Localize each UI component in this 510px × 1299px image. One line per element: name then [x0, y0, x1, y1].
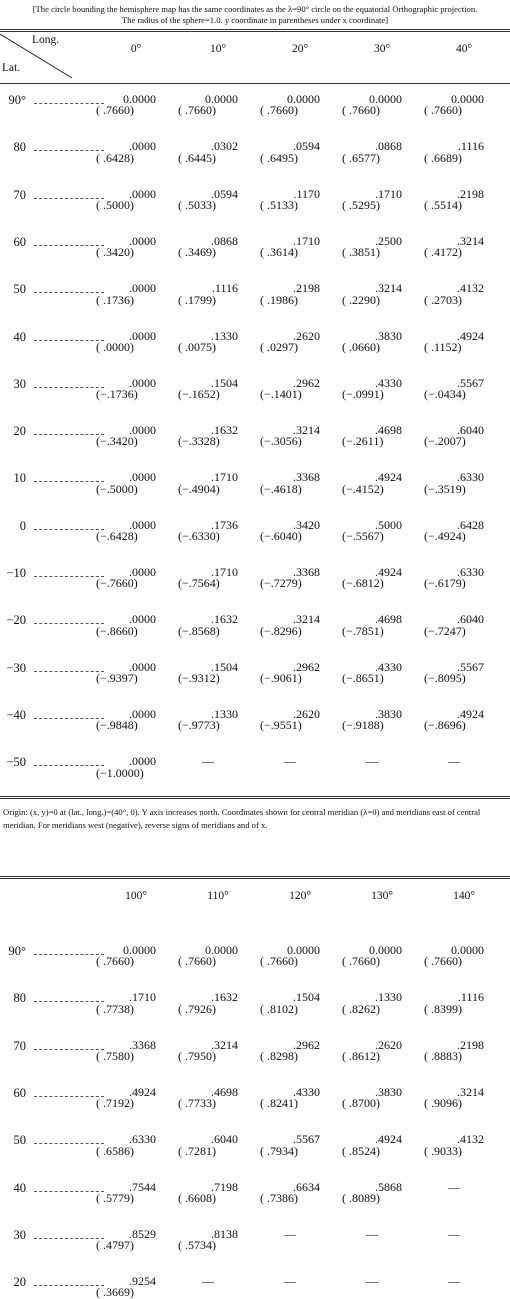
table1-y-value: (−.5567)	[342, 529, 384, 543]
table1-y-value: (−.7851)	[342, 623, 384, 638]
table1-y-value: (−.4924)	[424, 529, 466, 543]
table1-y-value: ( .7660)	[178, 103, 216, 118]
table2-x-value: —	[366, 1274, 378, 1289]
table2-y-value: ( .9033)	[424, 1143, 462, 1158]
table1-x-value: .1330	[211, 328, 238, 343]
table2-x-value: 0.0000	[287, 943, 320, 957]
table1-x-value: .4698	[375, 612, 402, 627]
table2-leader	[34, 1285, 104, 1286]
table2-col-header: 110°	[207, 890, 229, 902]
table2-x-value: .4924	[129, 1084, 156, 1099]
table1-x-value: .3830	[375, 706, 402, 721]
table1-x-value: .3214	[293, 612, 320, 627]
table1-x-value: .1710	[293, 233, 320, 248]
table2-leader	[34, 1049, 104, 1050]
table-caption	[0, 4, 510, 26]
table1-bottom-rule	[0, 796, 510, 799]
table1-x-value: .3368	[293, 565, 320, 579]
table1-col-header: 10°	[209, 43, 227, 55]
table1-x-value: .3214	[457, 233, 484, 248]
table1-x-value: .1170	[293, 186, 320, 201]
table1-lat-label: −10	[6, 566, 26, 580]
table1-leader	[34, 623, 104, 624]
table1-y-value: (−.8660)	[96, 623, 138, 638]
table1-y-value: (−.1652)	[178, 387, 220, 402]
table2-x-value: .1710	[129, 990, 156, 1005]
table1-y-value: ( .0660)	[342, 339, 380, 354]
table2-x-value: .7198	[211, 1179, 238, 1194]
table2-x-value: .4698	[211, 1084, 238, 1099]
table2-x-value: —	[284, 1226, 296, 1241]
table1-y-value: (−.6179)	[424, 576, 466, 591]
table1-y-value: ( .3469)	[178, 245, 216, 260]
table2-y-value: ( .8241)	[260, 1096, 298, 1111]
table2-lat-label: 50	[13, 1133, 26, 1148]
table1-y-value: (−.0434)	[424, 387, 466, 402]
table1-x-value: .6040	[457, 423, 484, 438]
table2-y-value: ( .8883)	[424, 1048, 462, 1063]
table1-lat-label: 30	[13, 376, 26, 391]
table1-y-value: (−.7564)	[178, 576, 220, 591]
table1-x-value: .6040	[457, 612, 484, 627]
table2-y-value: ( .7580)	[96, 1048, 134, 1063]
table1-y-value: ( .6689)	[424, 150, 462, 165]
table1-y-value: ( .5514)	[424, 197, 462, 212]
table2-y-value: ( .8700)	[342, 1096, 380, 1111]
table1-x-value: —	[284, 754, 296, 769]
table1-leader	[34, 198, 104, 199]
table1-x-value: .0000	[129, 612, 156, 627]
table1-leader	[34, 765, 104, 766]
table1-x-value: .4330	[375, 375, 402, 390]
table2-y-value: ( .9096)	[424, 1096, 462, 1111]
table1-y-value: (−.1401)	[260, 387, 302, 402]
table1-y-value: ( .0000)	[96, 339, 134, 354]
table2-x-value: .6330	[129, 1132, 156, 1147]
table1-y-value: (−.8568)	[178, 623, 220, 638]
table1-leader	[34, 481, 104, 482]
table1-y-value: ( .1986)	[260, 292, 298, 307]
table1-x-value: .2620	[293, 328, 320, 343]
table2-lat-label: 60	[13, 1085, 26, 1100]
table1-x-value: .1504	[211, 659, 238, 674]
table2-x-value: .3214	[457, 1084, 484, 1099]
table1-y-value: ( .6428)	[96, 150, 134, 165]
table2-x-value: —	[448, 1274, 460, 1289]
table1-y-value: (−.9188)	[342, 718, 384, 733]
table2-x-value: .1330	[375, 990, 402, 1005]
table1-lat-label: 70	[13, 187, 26, 202]
table1-y-value: ( .1799)	[178, 292, 216, 307]
table2-y-value: ( .5779)	[96, 1190, 134, 1205]
table2-lat-label: 20	[13, 1275, 26, 1290]
table1-y-value: ( .1736)	[96, 292, 134, 307]
table1-y-value: (−.6812)	[342, 576, 384, 591]
table2-x-value: 0.0000	[123, 943, 156, 957]
table2-x-value: .7544	[129, 1179, 156, 1194]
table1-y-value: ( .3614)	[260, 245, 298, 260]
table1-x-value: .0000	[129, 375, 156, 390]
table2-y-value: ( .7660)	[96, 954, 134, 969]
table2-y-value: ( .7733)	[178, 1096, 216, 1111]
table1-leader	[34, 576, 104, 577]
table1-y-value: ( .6445)	[178, 150, 216, 165]
table2-leader	[34, 1238, 104, 1239]
table1-y-value: ( .7660)	[424, 103, 462, 118]
table1-lat-label: 40	[13, 329, 26, 344]
table1-x-value: .0000	[129, 233, 156, 248]
table1-x-value: .2198	[457, 186, 484, 201]
table2-y-value: ( .7192)	[96, 1096, 134, 1111]
table1-y-value: (−.8696)	[424, 718, 466, 733]
table2-x-value: .8138	[211, 1226, 238, 1241]
table2-y-value: ( .6608)	[178, 1190, 216, 1205]
table2-y-value: ( .7950)	[178, 1048, 216, 1063]
table1-lat-label: −40	[6, 707, 26, 722]
table1-x-value: .1632	[211, 423, 238, 438]
table2-y-value: ( .8399)	[424, 1001, 462, 1016]
table2-x-value: .5868	[375, 1179, 402, 1194]
table1-y-value: ( .7660)	[260, 103, 298, 118]
table2-y-value: ( .7934)	[260, 1143, 298, 1158]
table1-y-value: ( .5000)	[96, 197, 134, 212]
table1-x-value: .4330	[375, 659, 402, 674]
table1-y-value: (−.6330)	[178, 529, 220, 543]
table1-header-rule	[0, 83, 510, 84]
table1-x-value: .1710	[375, 186, 402, 201]
table1-x-value: .4698	[375, 423, 402, 438]
table1-y-value: ( .5295)	[342, 197, 380, 212]
table1-long-label: Long.	[32, 34, 60, 46]
table1-x-value: .0000	[129, 139, 156, 154]
table1-lat-label: 50	[13, 282, 26, 297]
table1-x-value: .4924	[457, 328, 484, 343]
table1-y-value: ( .2703)	[424, 292, 462, 307]
table1-col-header: 40°	[455, 43, 473, 55]
table1-x-value: .4924	[375, 470, 402, 485]
table1-y-value: (−.3056)	[260, 434, 302, 449]
table2-x-value: —	[448, 1226, 460, 1241]
table2-leader	[34, 1143, 104, 1144]
table1-x-value: .1116	[457, 139, 484, 154]
table1-x-value: .2198	[293, 281, 320, 296]
table1-y-value: (−.2007)	[424, 434, 466, 449]
table1-y-value: ( .4172)	[424, 245, 462, 260]
table2-leader	[34, 1096, 104, 1097]
table2-x-value: .9254	[129, 1274, 156, 1289]
table2-leader	[34, 1191, 104, 1192]
table2-x-value: .4330	[293, 1084, 320, 1099]
table1-y-value: (−.9848)	[96, 718, 138, 733]
table1-x-value: .2962	[293, 659, 320, 674]
table1-x-value: .1710	[211, 470, 238, 485]
table1-lat-label: 0	[19, 518, 26, 533]
table1-y-value: ( .7660)	[342, 103, 380, 118]
table1-x-value: .0000	[129, 281, 156, 296]
table1-x-value: .1736	[211, 517, 238, 532]
table2-y-value: ( .7926)	[178, 1001, 216, 1016]
table2-y-value: ( .7738)	[96, 1001, 134, 1016]
table1-x-value: .0868	[211, 233, 238, 248]
table1-x-value: .1504	[211, 375, 238, 390]
table1-y-value: (−.8095)	[424, 670, 466, 685]
table1-leader	[34, 292, 104, 293]
table1-y-value: ( .2290)	[342, 292, 380, 307]
table1-col-header: 0°	[130, 43, 142, 55]
table1-leader	[34, 340, 104, 341]
table1-leader	[34, 718, 104, 719]
table1-y-value: (−.7660)	[96, 576, 138, 591]
table2-x-value: .3214	[211, 1037, 238, 1052]
caption-line-1: [The circle bounding the hemisphere map has the same coordinates as the λ=90° circle on the equatorial Orthographic projection.	[32, 4, 478, 14]
table1-x-value: .0000	[129, 470, 156, 485]
table1-x-value: .0000	[129, 754, 156, 769]
table1-x-value: 0.0000	[123, 92, 156, 106]
table1-x-value: .3368	[293, 470, 320, 485]
table1-y-value: (−.0991)	[342, 387, 384, 402]
table1-x-value: .1632	[211, 612, 238, 627]
table1-leader	[34, 245, 104, 246]
table1-y-value: (−.9551)	[260, 718, 302, 733]
table1-y-value: ( .0075)	[178, 339, 216, 354]
table2-y-value: ( .8298)	[260, 1048, 298, 1063]
table2-lat-label: 80	[13, 991, 26, 1006]
table1-leader	[34, 434, 104, 435]
table1-y-value: (−.5000)	[96, 481, 138, 496]
table1-y-value: (−.8296)	[260, 623, 302, 638]
table1-x-value: 0.0000	[205, 92, 238, 106]
table1-x-value: .2500	[375, 233, 402, 248]
table1-y-value: (−.9397)	[96, 670, 138, 685]
table2-y-value: ( .8262)	[342, 1001, 380, 1016]
table1-y-value: (−.1736)	[96, 387, 138, 402]
table1-y-value: ( .6577)	[342, 150, 380, 165]
table1-x-value: .0000	[129, 659, 156, 674]
table1-x-value: —	[366, 754, 378, 769]
table2-x-value: —	[202, 1274, 214, 1289]
table1-y-value: (−.3420)	[96, 434, 138, 449]
table1-x-value: .0594	[293, 139, 320, 154]
table1-x-value: .6330	[457, 565, 484, 579]
table1-x-value: .0000	[129, 186, 156, 201]
table2-col-header: 130°	[371, 890, 393, 902]
table2-col-header: 100°	[125, 890, 147, 902]
table1-x-value: .5567	[457, 659, 484, 674]
table1-y-value: ( .7660)	[96, 103, 134, 118]
table2-y-value: ( .7660)	[178, 954, 216, 969]
table1-x-value: .2962	[293, 375, 320, 390]
table1-y-value: (−.2611)	[342, 434, 384, 449]
table2-y-value: ( .4797)	[96, 1238, 134, 1253]
table1-y-value: ( .5133)	[260, 197, 298, 212]
table1-y-value: (−.4152)	[342, 481, 384, 496]
table1-x-value: .0000	[129, 328, 156, 343]
table1-y-value: (−.8651)	[342, 670, 384, 685]
table1-y-value: (−1.0000)	[96, 765, 144, 780]
table1-x-value: .4924	[457, 706, 484, 721]
table1-leader	[34, 150, 104, 151]
table1-x-value: .4132	[457, 281, 484, 296]
table1-leader	[34, 671, 104, 672]
table2-x-value: .2198	[457, 1037, 484, 1052]
table1-y-value: ( .3420)	[96, 245, 134, 260]
table1-x-value: .3214	[293, 423, 320, 438]
table1-x-value: .3420	[293, 517, 320, 532]
table2-col-header: 120°	[289, 890, 311, 902]
table1-x-value: .5567	[457, 375, 484, 390]
table1-x-value: —	[448, 754, 460, 769]
table1-leader	[34, 387, 104, 388]
table1-lat-label: 10	[13, 471, 26, 486]
table1-y-value: ( .1152)	[424, 339, 462, 354]
table1-x-value: .1710	[211, 565, 238, 579]
table1-y-value: ( .6495)	[260, 150, 298, 165]
table2-y-value: ( .7660)	[424, 954, 462, 969]
table2-x-value: .1632	[211, 990, 238, 1005]
table1-x-value: .2620	[293, 706, 320, 721]
table1-lat-label: Lat.	[2, 62, 21, 74]
table1-x-value: 0.0000	[451, 92, 484, 106]
table1-lat-label: −30	[6, 660, 26, 675]
table1-x-value: .1330	[211, 706, 238, 721]
table1-x-value: —	[202, 754, 214, 769]
table1-x-value: .3830	[375, 328, 402, 343]
table2-x-value: .1504	[293, 990, 320, 1005]
table2-y-value: ( .7386)	[260, 1190, 298, 1205]
table1-y-value: ( .3851)	[342, 245, 380, 260]
table2-x-value: .6040	[211, 1132, 238, 1147]
table2-x-value: 0.0000	[369, 943, 402, 957]
table1-x-value: .0868	[375, 139, 402, 154]
table2-x-value: .1116	[457, 990, 484, 1005]
table1-y-value: (−.6428)	[96, 529, 138, 543]
table1-lat-label: 60	[13, 234, 26, 249]
table1-lat-label: −50	[6, 755, 26, 770]
table2-x-value: .2620	[375, 1037, 402, 1052]
table1-y-value: (−.9773)	[178, 718, 220, 733]
table1-y-value: (−.4618)	[260, 481, 302, 496]
table1-y-value: (−.9312)	[178, 670, 220, 685]
table2-x-value: .4924	[375, 1132, 402, 1147]
table1-col-header: 20°	[291, 43, 309, 55]
table2-y-value: ( .7281)	[178, 1143, 216, 1158]
table1-x-value: .5000	[375, 517, 402, 532]
table1-x-value: .0000	[129, 706, 156, 721]
table1-x-value: .0594	[211, 186, 238, 201]
table2-x-value: 0.0000	[205, 943, 238, 957]
table1-lat-label: 20	[13, 424, 26, 439]
table1-lat-label: 90°	[8, 93, 26, 107]
table2-y-value: ( .7660)	[342, 954, 380, 969]
table2-lat-label: 90°	[8, 944, 26, 958]
table1-leader	[34, 529, 104, 530]
table2-y-value: ( .7660)	[260, 954, 298, 969]
table1-y-value: (−.6040)	[260, 529, 302, 543]
table2-x-value: —	[366, 1226, 378, 1241]
table1-x-value: .0000	[129, 565, 156, 579]
table2-y-value: ( .8102)	[260, 1001, 298, 1016]
table2-x-value: .4132	[457, 1132, 484, 1147]
caption-line-2: The radius of the sphere=1.0. y coordinate in parentheses under x coordinate]	[121, 15, 389, 25]
table1-lat-label: −20	[6, 613, 26, 628]
table1-y-value: ( .5033)	[178, 197, 216, 212]
table1-y-value: ( .0297)	[260, 339, 298, 354]
table2-lat-label: 70	[13, 1038, 26, 1053]
table2-x-value: —	[284, 1274, 296, 1289]
table2-y-value: ( .8524)	[342, 1143, 380, 1158]
table1-x-value: .0000	[129, 423, 156, 438]
table1-x-value: .6428	[457, 517, 484, 532]
table1-x-value: 0.0000	[369, 92, 402, 106]
table1-x-value: 0.0000	[287, 92, 320, 106]
table1-x-value: .3214	[375, 281, 402, 296]
table2-col-header: 140°	[453, 890, 475, 902]
table1-y-value: (−.7247)	[424, 623, 466, 638]
table1-y-value: (−.4904)	[178, 481, 220, 496]
table2-y-value: ( .6586)	[96, 1143, 134, 1158]
table2-lat-label: 30	[13, 1227, 26, 1242]
table1-x-value: .0302	[211, 139, 238, 154]
table1-y-value: (−.9061)	[260, 670, 302, 685]
table2-x-value: .5567	[293, 1132, 320, 1147]
table2-x-value: .2962	[293, 1037, 320, 1052]
table1-x-value: .6330	[457, 470, 484, 485]
table1-y-value: (−.7279)	[260, 576, 302, 591]
table1-leader	[34, 103, 104, 104]
table2-y-value: ( .8089)	[342, 1190, 380, 1205]
table2-leader	[34, 954, 104, 955]
table2-x-value: 0.0000	[451, 943, 484, 957]
table1-x-value: .0000	[129, 517, 156, 532]
table1-x-value: .1116	[211, 281, 238, 296]
table2-y-value: ( .3669)	[96, 1285, 134, 1299]
table2-y-value: ( .5734)	[178, 1238, 216, 1253]
table1-lat-label: 80	[13, 140, 26, 155]
table2-x-value: .6634	[293, 1179, 320, 1194]
table2-y-value: ( .8612)	[342, 1048, 380, 1063]
table1-y-value: (−.3519)	[424, 481, 466, 496]
table2-x-value: —	[448, 1179, 460, 1194]
table2-top-rule	[0, 876, 510, 879]
table2-x-value: .3830	[375, 1084, 402, 1099]
origin-note: Origin: (x, y)=0 at (lat., long.)=(40°, 0). Y axis increases north. Coordinates shown for central meridian (λ=0) and meridians east of central meridian. For meridians west (negative), reverse signs of meridians and of x.	[3, 807, 481, 830]
table1-x-value: .4924	[375, 565, 402, 579]
table2-x-value: .8529	[129, 1226, 156, 1241]
table2-x-value: .3368	[129, 1037, 156, 1052]
table1-col-header: 30°	[373, 43, 391, 55]
table2-lat-label: 40	[13, 1180, 26, 1195]
table2-leader	[34, 1001, 104, 1002]
table1-y-value: (−.3328)	[178, 434, 220, 449]
